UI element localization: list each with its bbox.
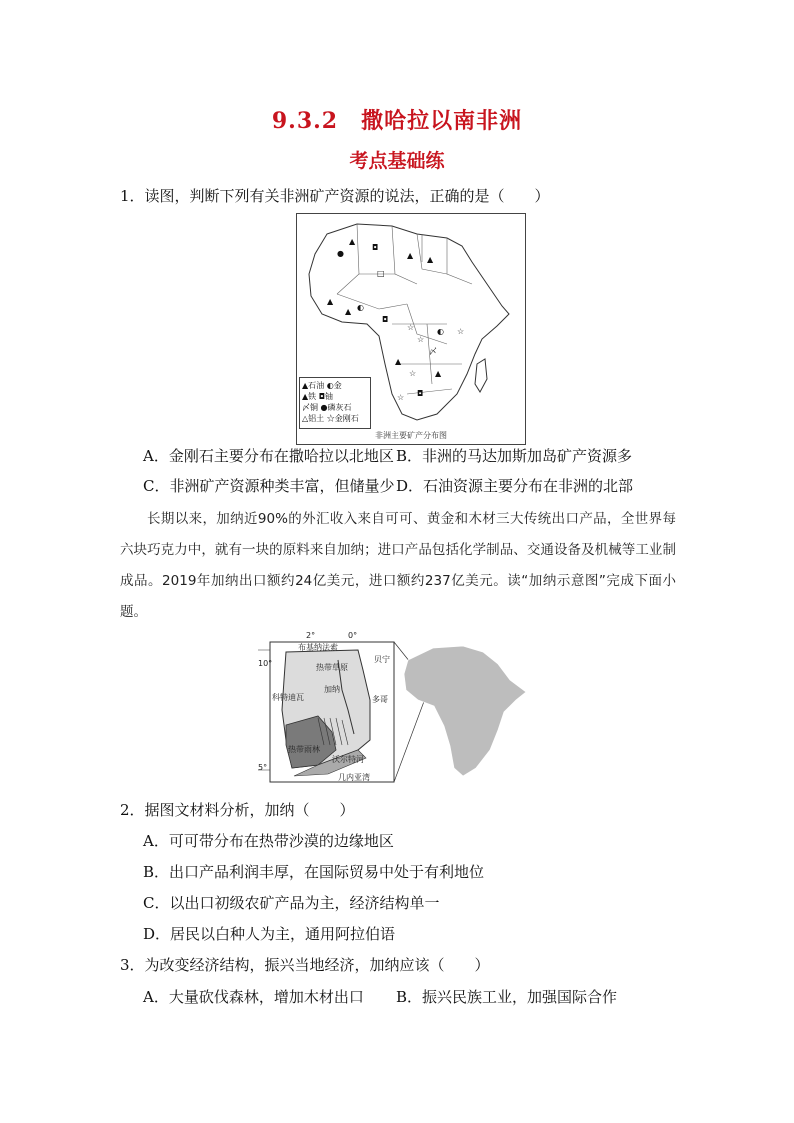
lat-label-5: 5° — [258, 763, 268, 772]
question-1-option-d[interactable]: D．石油资源主要分布在非洲的北部 — [396, 477, 634, 495]
reading-passage: 长期以来，加纳近90%的外汇收入来自可可、黄金和木材三大传统出口产品，全世界每六块巧克力中，就有一块的原料来自加纳；进口产品包括化学制品、交通设备及机械等工业制成品。2019年加纳出口额约24亿美元，进口额约237亿美元。读“加纳示意图”完成下面小题。 — [120, 511, 676, 620]
madagascar-shape — [475, 359, 487, 392]
legend-gold-label: 金 — [333, 381, 342, 390]
ghana-map-figure — [258, 630, 536, 786]
svg-text:☆: ☆ — [407, 323, 415, 332]
svg-text:☆: ☆ — [417, 335, 425, 344]
legend-copper-label: 铜 — [310, 403, 318, 412]
lon-label-2: 2° — [306, 631, 316, 640]
legend-bauxite-label: 铝土 — [308, 414, 325, 423]
question-2-option-d[interactable]: D．居民以白种人为主，通用阿拉伯语 — [143, 925, 396, 943]
lat-label-10: 10° — [258, 659, 273, 668]
svg-text:◐: ◐ — [357, 303, 364, 312]
legend-uranium-label: 铀 — [325, 392, 334, 401]
legend-oil-icon: ▲ — [302, 381, 309, 390]
legend-oil-label: 石油 — [308, 381, 325, 390]
map-legend — [299, 377, 371, 429]
question-1-stem: 1．读图，判断下列有关非洲矿产资源的说法，正确的是（ ） — [120, 187, 550, 205]
question-3-option-b[interactable]: B．振兴民族工业，加强国际合作 — [396, 988, 618, 1006]
legend-apatite-icon: ● — [320, 403, 328, 412]
legend-uranium-icon: ◘ — [318, 392, 326, 401]
question-1-option-b[interactable]: B．非洲的马达加斯加岛矿产资源多 — [396, 447, 633, 465]
label-ghana: 加纳 — [324, 685, 340, 694]
legend-diamond-label: 金刚石 — [334, 414, 359, 423]
svg-text:〆: 〆 — [429, 347, 437, 356]
svg-text:◐: ◐ — [437, 327, 444, 336]
label-cote: 科特迪瓦 — [272, 693, 304, 702]
legend-bauxite-icon: △ — [302, 414, 309, 423]
africa-locator-shape — [404, 646, 526, 776]
question-3-option-a[interactable]: A．大量砍伐森林，增加木材出口 — [143, 988, 364, 1006]
africa-minerals-map — [296, 213, 526, 445]
svg-text:▲: ▲ — [407, 251, 414, 260]
page-title: 9.3.2 撒哈拉以南非洲 — [271, 108, 523, 134]
ghana-schematic — [258, 630, 536, 786]
question-1-option-c[interactable]: C．非洲矿产资源种类丰富，但储量少 — [143, 477, 395, 495]
svg-text:●: ● — [337, 249, 344, 258]
svg-text:▲: ▲ — [395, 357, 402, 366]
svg-text:☆: ☆ — [397, 393, 405, 402]
question-1-option-a[interactable]: A．金刚石主要分布在撒哈拉以北地区 — [143, 447, 394, 465]
svg-text:◘: ◘ — [372, 243, 379, 252]
label-togo: 多哥 — [372, 695, 388, 704]
svg-text:☆: ☆ — [409, 369, 417, 378]
legend-iron-label: 铁 — [308, 392, 317, 401]
legend-diamond-icon: ☆ — [326, 414, 335, 423]
svg-text:◘: ◘ — [417, 389, 424, 398]
svg-text:▲: ▲ — [345, 307, 352, 316]
svg-text:▲: ▲ — [435, 369, 442, 378]
question-2-stem: 2．据图文材料分析，加纳（ ） — [120, 801, 355, 819]
svg-text:▲: ▲ — [327, 297, 334, 306]
map-caption: 非洲主要矿产分布图 — [375, 431, 447, 440]
label-river: 沃尔特河 — [332, 755, 364, 764]
legend-copper-icon: 〆 — [302, 403, 310, 412]
label-gulf: 几内亚湾 — [338, 773, 370, 782]
question-2-option-a[interactable]: A．可可带分布在热带沙漠的边缘地区 — [143, 832, 394, 850]
svg-text:▲: ▲ — [427, 255, 434, 264]
label-benin: 贝宁 — [374, 655, 390, 664]
svg-text:□: □ — [377, 269, 385, 278]
question-2-option-c[interactable]: C．以出口初级农矿产品为主，经济结构单一 — [143, 894, 440, 912]
svg-text:▲: ▲ — [349, 237, 356, 246]
legend-iron-icon: ▲ — [302, 392, 309, 401]
legend-gold-icon: ◐ — [326, 381, 334, 390]
lon-label-0: 0° — [348, 631, 358, 640]
inset-connector-bottom — [394, 696, 426, 782]
label-burkina: 布基纳法索 — [298, 643, 338, 652]
label-savanna: 热带草原 — [316, 663, 348, 672]
svg-text:☆: ☆ — [457, 327, 465, 336]
question-3-stem: 3．为改变经济结构，振兴当地经济，加纳应该（ ） — [120, 956, 490, 974]
section-subtitle: 考点基础练 — [349, 150, 445, 172]
svg-text:◘: ◘ — [382, 315, 389, 324]
question-2-option-b[interactable]: B．出口产品利润丰厚，在国际贸易中处于有利地位 — [143, 863, 485, 881]
label-rainforest: 热带雨林 — [288, 745, 320, 754]
legend-apatite-label: 磷灰石 — [327, 403, 352, 412]
